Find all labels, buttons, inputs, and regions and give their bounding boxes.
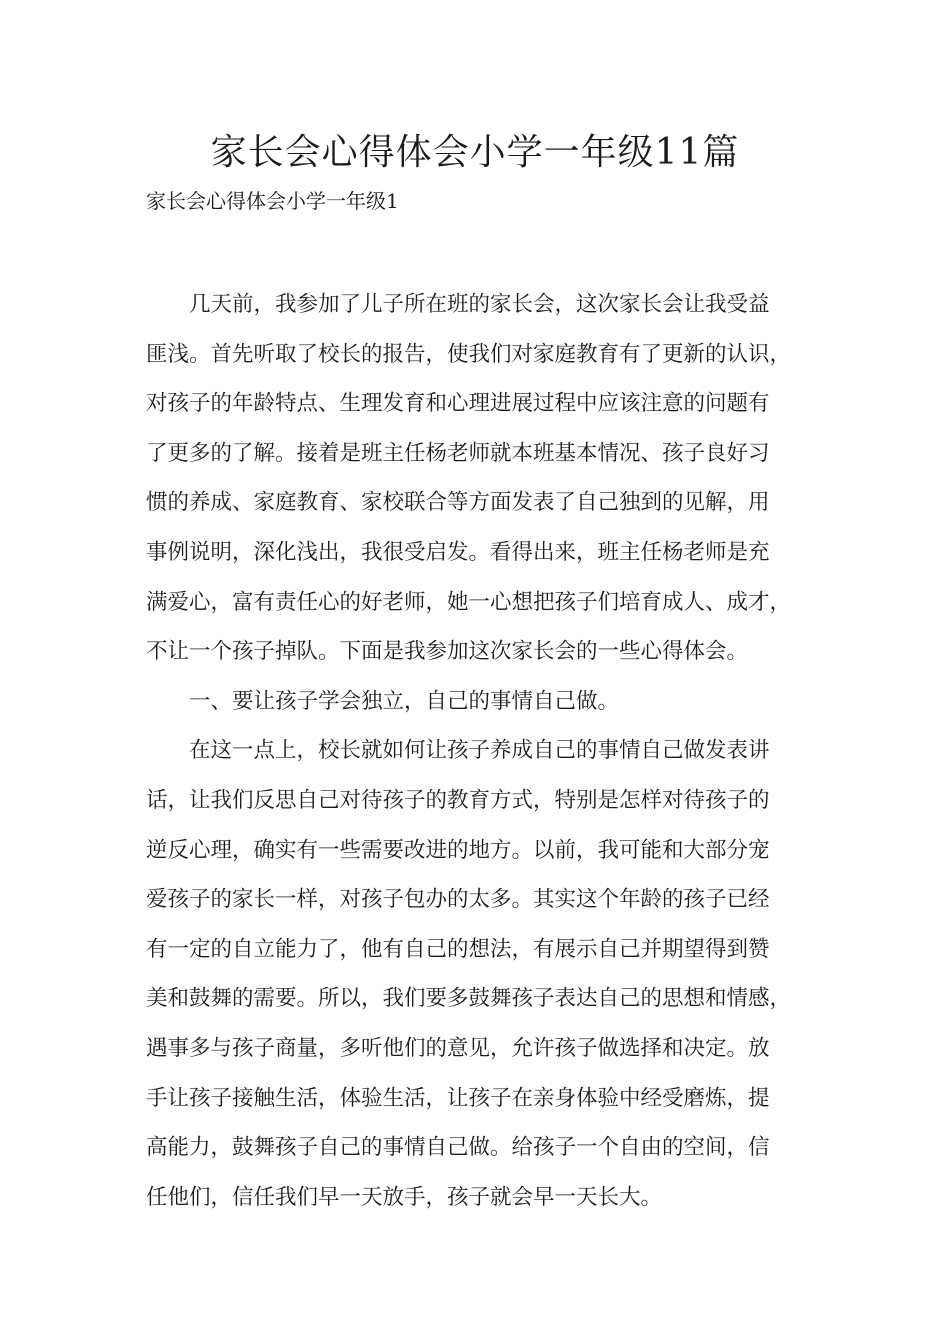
paragraph-line: 爱孩子的家长一样，对孩子包办的太多。其实这个年龄的孩子已经 — [146, 887, 770, 913]
paragraph-line: 美和鼓舞的需要。所以，我们要多鼓舞孩子表达自己的思想和情感， — [146, 986, 792, 1012]
paragraph-line: 话，让我们反思自己对待孩子的教育方式，特别是怎样对待孩子的 — [146, 787, 770, 813]
paragraph-line: 有一定的自立能力了，他有自己的想法，有展示自己并期望得到赞 — [146, 936, 770, 962]
paragraph-line: 惯的养成、家庭教育、家校联合等方面发表了自己独到的见解，用 — [146, 490, 770, 516]
document-subtitle: 家长会心得体会小学一年级1 — [146, 189, 399, 213]
paragraph-line: 高能力，鼓舞孩子自己的事情自己做。给孩子一个自由的空间，信 — [146, 1135, 770, 1161]
paragraph-line: 事例说明，深化浅出，我很受启发。看得出来，班主任杨老师是充 — [146, 539, 770, 565]
document-body — [146, 280, 836, 1222]
paragraph-line: 对孩子的年龄特点、生理发育和心理进展过程中应该注意的问题有 — [146, 391, 770, 417]
paragraph-line: 手让孩子接触生活，体验生活，让孩子在亲身体验中经受磨炼，提 — [146, 1085, 770, 1111]
paragraph-line: 几天前，我参加了儿子所在班的家长会，这次家长会让我受益 — [189, 292, 770, 317]
paragraph-line: 逆反心理，确实有一些需要改进的地方。以前，我可能和大部分宠 — [146, 837, 770, 863]
paragraph-line: 满爱心，富有责任心的好老师，她一心想把孩子们培育成人、成才， — [146, 589, 792, 615]
paragraph-line: 在这一点上，校长就如何让孩子养成自己的事情自己做发表讲 — [189, 738, 770, 764]
document-title: 家长会心得体会小学一年级11篇 — [210, 132, 740, 173]
paragraph-line: 不让一个孩子掉队。下面是我参加这次家长会的一些心得体会。 — [146, 639, 749, 665]
paragraph-line: 匪浅。首先听取了校长的报告，使我们对家庭教育有了更新的认识， — [146, 341, 792, 367]
paragraph-line: 遇事多与孩子商量，多听他们的意见，允许孩子做选择和决定。放 — [146, 1035, 770, 1061]
paragraph-line: 任他们，信任我们早一天放手，孩子就会早一天长大。 — [146, 1184, 663, 1210]
paragraph-line: 了更多的了解。接着是班主任杨老师就本班基本情况、孩子良好习 — [146, 440, 770, 466]
section-heading: 一、要让孩子学会独立，自己的事情自己做。 — [189, 688, 620, 714]
